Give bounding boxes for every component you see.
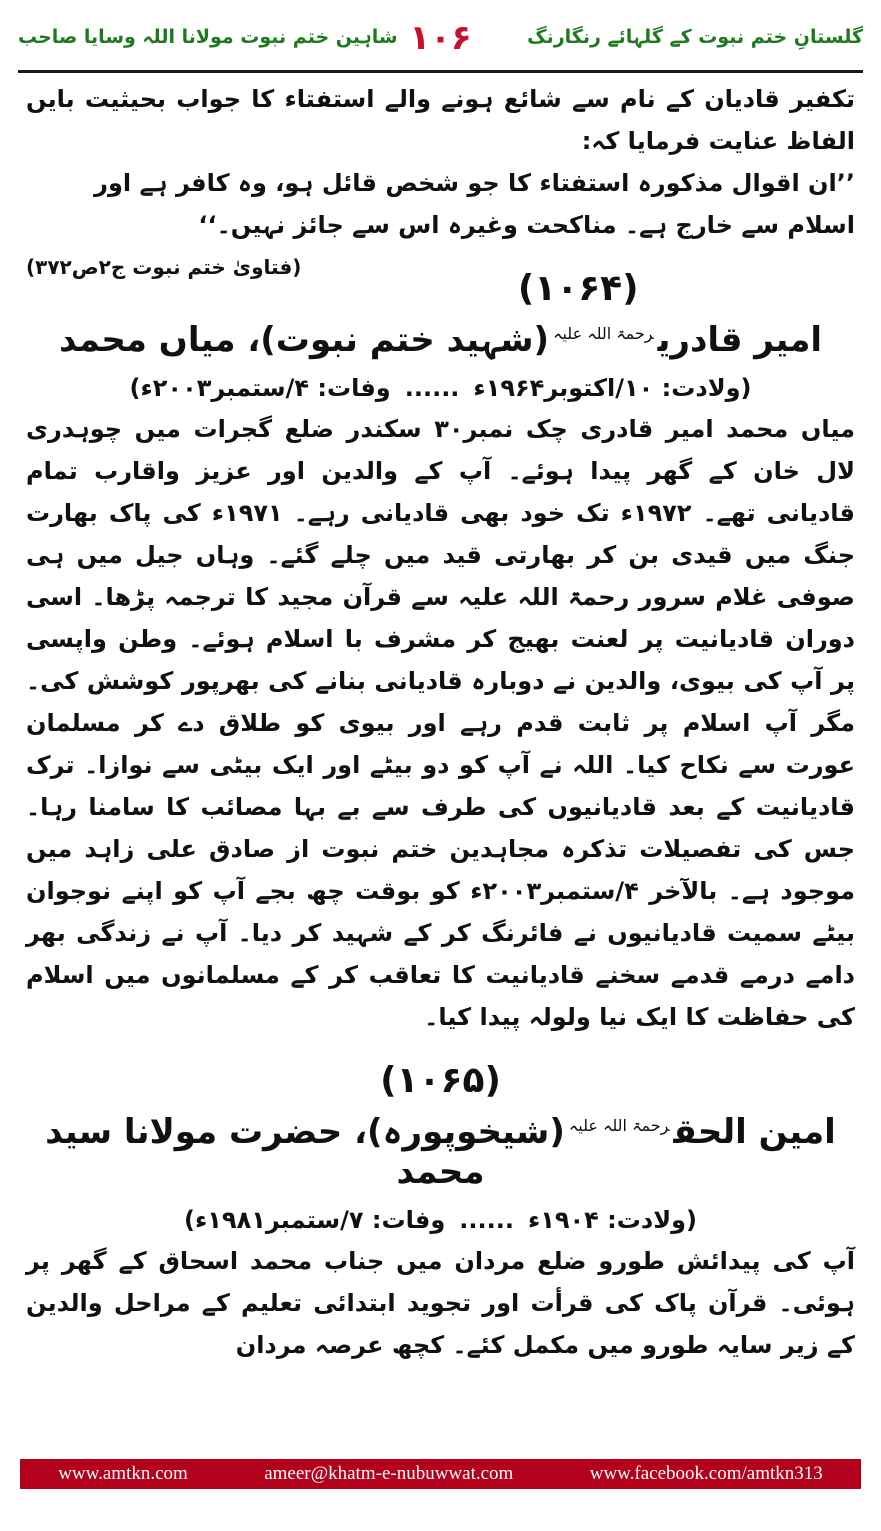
- page-header: [18, 18, 863, 70]
- death-date: وفات: ۷/ستمبر۱۹۸۱ء): [184, 1206, 446, 1234]
- entry-dates: [26, 374, 855, 402]
- intro-quote: [26, 162, 855, 279]
- entry-title: [26, 1111, 855, 1192]
- intro-line: تکفیر قادیان کے نام سے شائع ہونے والے استفتاء کا جواب بحیثیت بایں الفاظ عنایت فرمایا کہ:: [26, 85, 855, 155]
- page-footer: [20, 1459, 861, 1489]
- honorific: رحمۃ اللہ علیہ: [553, 323, 654, 343]
- book-title: گلستانِ ختم نبوت کے گلہائے رنگارنگ: [527, 26, 863, 48]
- entry-title-name: امین الحق: [673, 1112, 836, 1152]
- birth-date: (ولادت: ۱۰/اکتوبر۱۹۶۴ء: [473, 374, 752, 402]
- author-name: شاہین ختم نبوت مولانا اللہ وسایا صاحب: [18, 26, 398, 48]
- entry-title-name: امیر قادری: [657, 320, 823, 360]
- date-separator: ......: [459, 1206, 514, 1234]
- header-divider: [18, 70, 863, 73]
- entry-body: آپ کی پیدائش طورو ضلع مردان میں جناب محمد اسحاق کے گھر پر ہوئی۔ قرآن پاک کی قرأت اور تجوید ابتدائی تعلیم کے مراحل والدین کے زیر سایہ طورو میں مکمل کئے۔ کچھ عرصہ مردان: [26, 1247, 855, 1359]
- honorific: رحمۃ اللہ علیہ: [568, 1115, 670, 1135]
- page-number: ۱۰۶: [409, 18, 472, 58]
- entry-title-rest: (شیخوپورہ)، حضرت مولانا سید محمد: [45, 1112, 565, 1192]
- death-date: وفات: ۴/ستمبر۲۰۰۳ء): [129, 374, 391, 402]
- page-content: [26, 78, 855, 1366]
- entry-title: [26, 319, 855, 360]
- entry-number: (۱۰۶۴): [517, 268, 639, 309]
- entry-title-rest: (شہید ختم نبوت)، میاں محمد: [58, 320, 550, 360]
- date-separator: ......: [404, 374, 460, 402]
- birth-date: (ولادت: ۱۹۰۴ء: [527, 1206, 697, 1234]
- footer-website-link[interactable]: www.amtkn.com: [58, 1463, 188, 1484]
- entry-number: (۱۰۶۵): [380, 1060, 501, 1101]
- footer-facebook-link[interactable]: www.facebook.com/amtkn313: [589, 1463, 823, 1484]
- quote-reference: (فتاویٰ ختم نبوت ج۲ص۳۷۲): [26, 255, 302, 279]
- entry-body: میاں محمد امیر قادری چک نمبر۳۰ سکندر ضلع گجرات میں چوہدری لال خان کے گھر پیدا ہوئے۔ آپ کے والدین اور عزیز واقارب تمام قادیانی تھے۔ ۱۹۷۲ء تک خود بھی قادیانی رہے۔ ۱۹۷۱ء کی پاک بھارت جنگ میں قیدی بن کر بھارتی قید میں چلے گئے۔ وہاں جیل میں ہی صوفی غلام سرور رحمۃ اللہ علیہ سے قرآن مجید کا ترجمہ پڑھا۔ اسی دوران قادیانیت پر لعنت بھیج کر مشرف با اسلام ہوئے۔ وطن واپسی پر آپ کی بیوی، والدین نے دوبارہ قادیانی بنانے کی بھرپور کوشش کی۔ مگر آپ اسلام پر ثابت قدم رہے اور بیوی کو طلاق دے کر مسلمان عورت سے نکاح کیا۔ اللہ نے آپ کو دو بیٹے اور ایک بیٹی سے نوازا۔ ترک قادیانیت کے بعد قادیانیوں کی طرف سے بے بہا مصائب کا سامنا رہا۔ جس کی تفصیلات تذکرہ مجاہدین ختم نبوت از صادق علی زاہد میں موجود ہے۔ بالآخر ۴/ستمبر۲۰۰۳ء کو بوقت چھ بجے آپ کو اپنے نوجوان بیٹے سمیت قادیانیوں نے فائرنگ کر کے شہید کر دیا۔ آپ نے زندگی بھر دامے درمے قدمے سخنے قادیانیت کا تعاقب کر کے مسلمانوں میں اسلام کی حفاظت کا ایک نیا ولولہ پیدا کیا۔: [26, 415, 856, 1031]
- footer-email-link[interactable]: ameer@khatm-e-nubuwwat.com: [264, 1463, 514, 1484]
- quote-text: ’’ان اقوال مذکورہ استفتاء کا جو شخص قائل ہو، وہ کافر ہے اور اسلام سے خارج ہے۔ مناکحت وغیرہ اس سے جائز نہیں۔‘‘: [94, 169, 855, 239]
- entry-dates: [26, 1206, 855, 1234]
